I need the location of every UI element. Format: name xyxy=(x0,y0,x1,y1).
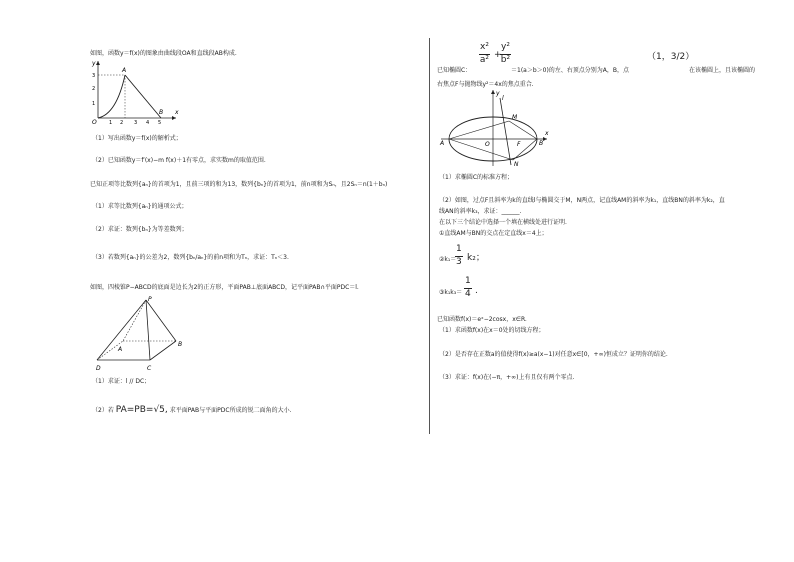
q3-label-p: P xyxy=(148,296,152,303)
q4-choice-3-num: 1 xyxy=(464,276,472,289)
q1-point-b: B xyxy=(159,109,164,116)
q1-y-tick-2: 2 xyxy=(92,86,96,92)
q1-y-tick-3: 3 xyxy=(92,73,96,79)
q3-edge-pc xyxy=(146,300,150,360)
q4-line-an xyxy=(449,139,513,160)
q3-stem: 如图，四棱锥P−ABCD的底面是边长为2的正方形，平面PAB⊥底面ABCD，记平面PAB∩平面PDC＝l. xyxy=(90,284,359,291)
q3-part2 xyxy=(92,405,291,417)
q4-stem-line1-mid: ＝1(a＞b＞0)的左、右顶点分别为A，B，点 xyxy=(511,67,630,74)
q4-part2-line2: 线AN的斜率k₃，求证：______. xyxy=(439,208,522,215)
q3-label-d: D xyxy=(96,365,101,372)
q4-stem-line1-prefix: 已知椭圆C： xyxy=(437,67,472,74)
q4-ellipse-figure xyxy=(439,88,551,168)
q2-part3: （3）若数列{aₙ}的公差为2，数列{bₙ/aₙ}的前n项和为Tₙ，求证：Tₙ＜3. xyxy=(92,254,289,261)
q1-x-tick-4: 4 xyxy=(146,120,150,124)
q3-part1: （1）求证：l // DC； xyxy=(92,378,151,385)
q1-point-a: A xyxy=(122,67,127,74)
q4-label-y: y xyxy=(496,90,500,97)
q3-edge-cb xyxy=(150,341,176,360)
q4-label-m: M xyxy=(512,114,518,121)
q4-line-l xyxy=(500,98,511,165)
q2-stem: 已知正项等比数列{aₙ}的首项为1，且前三项的和为13，数列{bₙ}的首项为1，前n项和为Sₙ，且2Sₙ＝n(1＋bₙ) xyxy=(90,181,388,188)
q4-choice-2-num: 1 xyxy=(455,244,463,257)
q1-y-tick-1: 1 xyxy=(92,101,96,107)
q1-segment-ab xyxy=(125,75,164,118)
q4-choice-2-prefix: ②k₁＝ xyxy=(439,256,457,263)
q4-part1: （1）求椭圆C的标准方程； xyxy=(439,174,514,181)
q4-label-n: N xyxy=(514,161,519,168)
q1-curve-oa xyxy=(98,75,125,118)
q4-choice-3-prefix: ③k₁k₃＝ xyxy=(439,289,463,296)
q1-x-arrow xyxy=(172,116,176,120)
q4-frac-y-num: y² xyxy=(500,42,511,55)
q3-part2-formula: PA=PB=√5, xyxy=(115,405,168,415)
q4-frac-y-den: b² xyxy=(500,54,511,65)
q5-stem: 已知函数f(x)＝eˣ−2cosx，x∈R. xyxy=(437,316,527,323)
q1-y-label: y xyxy=(92,60,96,67)
q4-choice-2-suffix: k₂； xyxy=(467,253,485,263)
q4-part2-line1: （2）如图，过点F且斜率为k的直线l与椭圆交于M，N两点，记直线AM的斜率为k₁，直线BN的斜率为k₂，直 xyxy=(439,197,725,204)
q4-frac-x-num: x² xyxy=(479,42,490,55)
q4-label-o: O xyxy=(485,141,490,148)
q3-label-c: C xyxy=(147,365,152,372)
q1-x-tick-3: 3 xyxy=(134,120,138,124)
q4-label-l: l xyxy=(502,95,504,102)
q3-edge-pb xyxy=(146,300,176,341)
q3-label-b: B xyxy=(178,341,183,348)
q3-part2-prefix: （2）若 xyxy=(92,407,114,414)
q4-y-arrow xyxy=(491,90,495,94)
q4-x-arrow xyxy=(543,137,547,141)
q1-y-arrow xyxy=(96,61,100,65)
q3-edge-pa xyxy=(123,300,146,341)
q1-origin-label: O xyxy=(92,119,97,124)
q2-part1: （1）求等比数列{aₙ}的通项公式； xyxy=(92,203,188,210)
q5-part2: （2）是否存在正数a的值使得f(x)≥a(x−1)对任意x∈[0，+∞)恒成立？证明你的结论. xyxy=(439,351,668,358)
q4-label-f: F xyxy=(517,141,521,148)
q4-plus: + xyxy=(494,50,502,60)
q1-function-graph xyxy=(90,58,180,124)
q1-stem: 如图，函数y＝f(x)的图象由曲线段OA和直线段AB构成. xyxy=(90,50,237,57)
q4-line-am xyxy=(449,121,509,139)
q3-label-a: A xyxy=(118,346,123,353)
q4-stem-line2: 右焦点F与抛物线y²＝4x的焦点重合. xyxy=(437,81,534,88)
q3-pyramid-figure xyxy=(94,294,186,374)
q1-x-tick-2: 2 xyxy=(120,120,124,124)
q4-frac-x xyxy=(479,42,490,66)
q1-x-tick-5: 5 xyxy=(158,120,162,124)
q5-part3: （3）求证：f(x)在(−π，+∞)上有且仅有两个零点. xyxy=(439,374,575,381)
q5-part1: （1）求函数f(x)在x＝0处的切线方程； xyxy=(439,327,545,334)
q4-part2-line3: 在以下三个结论中选择一个填在横线处进行证明. xyxy=(439,219,567,226)
q4-choice-3-den: 4 xyxy=(465,288,471,299)
q4-label-b: B xyxy=(539,140,544,147)
q3-part2-suffix: 求平面PAB与平面PDC所成的锐二面角的大小. xyxy=(169,407,292,414)
q4-choice-2-fraction xyxy=(455,244,463,268)
q2-part2: （2）求证：数列{bₙ}为等差数列； xyxy=(92,226,188,233)
column-divider xyxy=(429,38,430,434)
q1-x-tick-1: 1 xyxy=(109,120,113,124)
q1-part2: （2）已知函数y＝f′(x)−m f(x)＋1有零点，求实数m的取值范围. xyxy=(92,157,266,164)
q4-frac-x-den: a² xyxy=(479,54,490,65)
q4-label-a: A xyxy=(440,140,445,147)
q4-point: （1，3/2） xyxy=(647,52,695,62)
q4-label-x: x xyxy=(545,130,549,137)
q4-stem-line1-suffix: 在该椭圆上，且该椭圆的 xyxy=(689,67,756,74)
q4-choice-2-den: 3 xyxy=(456,256,462,267)
q1-part1: （1）写出函数y＝f(x)的解析式； xyxy=(92,135,182,142)
q4-frac-y xyxy=(500,42,511,66)
q4-choice-3-suffix: . xyxy=(475,286,478,296)
q1-x-label: x xyxy=(175,109,179,116)
q4-choice-3-fraction xyxy=(464,276,472,300)
q4-choice-1: ①直线AM与BN的交点在定直线x＝4上； xyxy=(439,230,548,237)
